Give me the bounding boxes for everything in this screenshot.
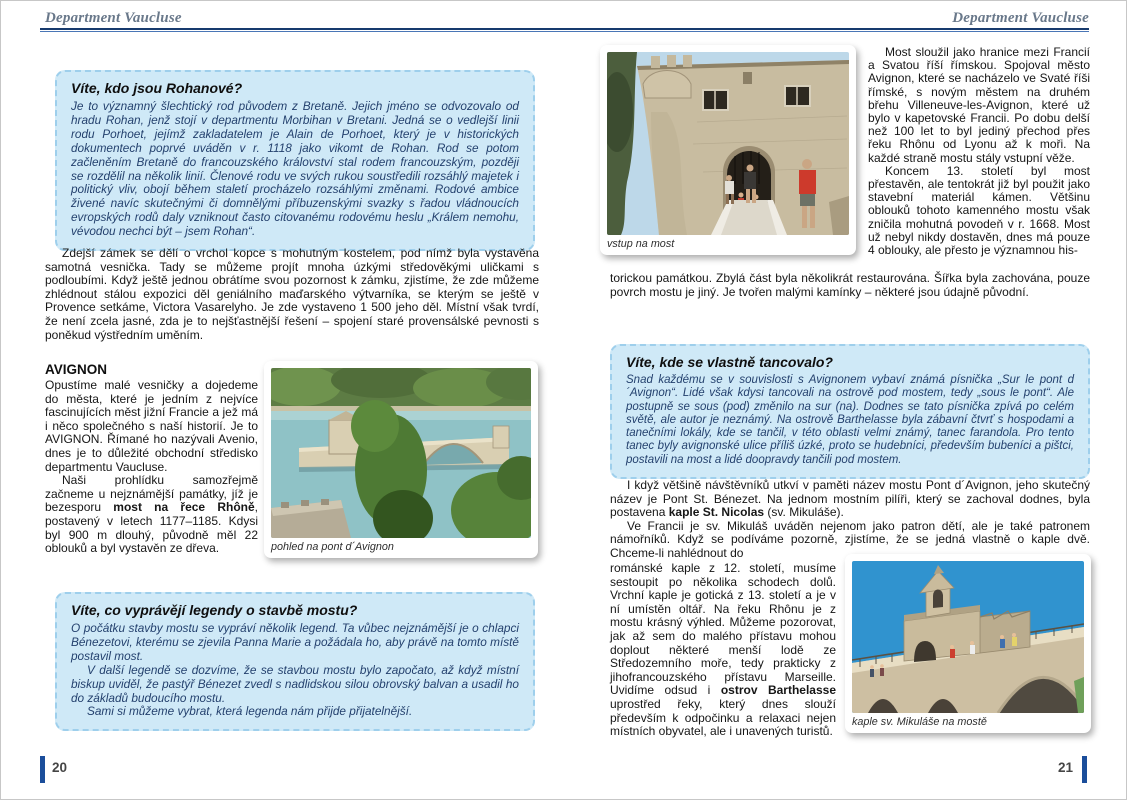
paragraph-text: Most sloužil jako hranice mezi Francií a Svatou říší římskou. Spojoval město Avignon, které se nacházelo ve Svaté říši římské, s novým městem na druhém břehu Villeneuve-les-Avignon, které už bylo v kapetovské Francii. Po dobu delší než 100 let to byl jediný přechod přes řeku Rhônu od Lyonu až k moři. Na každé straně mostu stály vstupní věže.	[868, 45, 1090, 165]
photo-bridge-gate	[600, 45, 856, 255]
photo-caption: vstup na most	[607, 238, 675, 250]
bridge-gate-illustration	[607, 52, 849, 235]
paragraph-castle	[45, 247, 539, 342]
text-run: uprostřed řeky, který dnes slouží především k odpočinku a relaxaci nejen místních obyvatel, ale i unavených turistů.	[610, 696, 836, 739]
footer-accent-bar-left	[40, 756, 45, 783]
paragraph-bridge-name	[610, 479, 1090, 561]
running-head-left: Department Vaucluse	[45, 10, 182, 26]
paragraph-text: Zdejší zámek se dělí o vrchol kopce s mohutným kostelem, pod nímž byla vystavěna samotná vesnička. Tady se můžeme projít mnoha úzkými středověkými uličkami s podloubími. Když ještě jednou obrátíme svou pozornost k zámku, zjistíme, že zde můžeme zhlédnout stálou expozici děl geniálního maďarského výtvarníka, se kterým se ještě v Provence setkáme, Victora Vasarelyho. Je zde vystaveno 1 500 jeho děl. Místní však tvrdí, že není zcela jasné, zda je to nejšťastnější řešení – spojení staré provensálské pevnosti s poněkud výstředním uměním.	[45, 246, 539, 342]
infobox-body: Je to významný šlechtický rod původem z Bretaně. Jejich jméno se odvozovalo od hradu Rohan, jenž stojí v departmentu Morbihan v Bretani. Jedná se o vedlejší linii rodu Porhoet, jejímž zakladatelem je Alain de Porhoet, který je v historických dokumentech poprvé uváděn v r. 1118 jako vikomt de Rohan. Rod se potom začleněním Bretaně do francouzského království stal rodem francouzským, později se rozdělil na několik linií. Členové rodu ve svých rukou soustředili rozsáhlý majetek i politický vliv, obojí během staletí procházelo rozsáhlými změnami. Rodové ambice živené navíc skutečnými či domnělými příbuzenskými svazky s řadou vládnoucích evropských rodů daly vzniknout často citovanému rodovému heslu „Králem nemohu, vévodou nechci být – jsem Rohan“.	[71, 99, 519, 239]
chapel-illustration	[852, 561, 1084, 713]
infobox-title: Víte, co vyprávějí legendy o stavbě mostu?	[71, 602, 358, 618]
infobox-title: Víte, kde se vlastně tancovalo?	[626, 354, 833, 370]
section-heading-avignon: AVIGNON	[45, 362, 108, 377]
paragraph-text	[610, 562, 836, 739]
paragraph-continuation	[610, 272, 1090, 299]
text-run: (sv. Mikuláše).	[764, 505, 844, 520]
text-run: I když většině návštěvníků utkví v paměti název mostu Pont d´Avignon, jeho skutečný název je Pont St. Bénezet. Na jednom mostním pilíři, který se zachoval dodnes, byla postavena	[610, 478, 1090, 520]
page-number-left: 20	[52, 760, 68, 775]
pont-avignon-illustration	[271, 368, 531, 538]
bold-phrase-rhone-bridge: most na řece Rhôně	[113, 500, 255, 515]
infobox-body: V další legendě se dozvíme, že se stavbou mostu bylo započato, až když místní biskup uviděl, že pastýř Bénezet zvedl s nadlidskou silou obrovský balvan a usadil ho do základů budoucího mostu.	[71, 662, 519, 705]
infobox-body: Snad každému se v souvislosti s Avignonem vybaví známá písnička „Sur le pont d´Avignon“. Lidé však kdysi tancovali na ostrově pod mostem, tedy „sous le pont“. Ale postupně se sous (pod) změnilo na sur (na). Dodnes se tato písnička zpívá po celém světě, ale autor je neznámý. Na ostrově Barthelasse byla zábavní čtvrť s hospodami a tanečními lokály, kde se tančil, v této oblasti velmi známý, tanec farandola. Pro tento tanec byly avignonské ulice příliš úzké, proto se hudebníci, především bubeníci a pištci, postavili na most a lidé doopravdy tančili pod mostem.	[626, 374, 1074, 466]
top-right-column	[868, 46, 1090, 257]
header-rule	[40, 28, 1089, 32]
running-head-right: Department Vaucluse	[952, 10, 1089, 26]
infobox-dance	[610, 344, 1090, 479]
infobox-legends	[55, 592, 535, 731]
paragraph-text	[610, 479, 1090, 520]
photo-caption: pohled na pont d´Avignon	[271, 541, 394, 553]
photo-chapel	[845, 554, 1091, 733]
paragraph-text: Ve Francii je sv. Mikuláš uváděn nejenom jako patron dětí, ale je také patronem námořníků. Když se podíváme pozorně, zjistíme, že se jedná vlastně o kaple dvě. Chceme-li nahlédnout do	[610, 518, 1090, 560]
infobox-body: Sami si můžeme vybrat, která legenda nám přijde přijatelnější.	[87, 704, 413, 719]
avignon-column	[45, 379, 258, 556]
paragraph-text: torickou památkou. Zbylá část byla několikrát restaurována. Šířka byla zachována, pouze povrch mostu je jiný. Je tvořen malými kamínky – některé jsou údajně původní.	[610, 271, 1090, 299]
bold-phrase-barthelasse: ostrov Barthelasse	[720, 683, 837, 698]
photo-pont-avignon	[264, 361, 538, 558]
infobox-rohan	[55, 70, 535, 251]
bottom-left-column	[610, 562, 836, 739]
paragraph-text	[45, 474, 258, 556]
paragraph-text: Opustíme malé vesničky a dojedeme do města, které je jedním z nejvíce fascinujících měst jižní Francie a jež má i něco společného s naší historií. Je to AVIGNON. Římané ho nazývali Avenio, dnes je to důležité obchodní středisko departmentu Vaucluse.	[45, 378, 258, 474]
footer-accent-bar-right	[1082, 756, 1087, 783]
photo-caption: kaple sv. Mikuláše na mostě	[852, 716, 987, 728]
bold-phrase-chapel: kaple St. Nicolas	[668, 505, 765, 520]
paragraph-text: Koncem 13. století byl most přestavěn, ale tentokrát již byl použit jako stavební materiál kámen. Většinu oblouků tohoto kamenného mostu však zničila mohutná povodeň v r. 1668. Most už nebyl nikdy dostavěn, dnes má pouze 4 oblouky, ale přesto je významnou his-	[868, 163, 1090, 258]
infobox-body: O počátku stavby mostu se vypráví několik legend. Ta vůbec nejznámější je o chlapci Bénezetovi, kterému se zjevila Panna Marie a požádala ho, aby právě na tomto místě postavil most.	[71, 621, 519, 663]
infobox-title: Víte, kdo jsou Rohanové?	[71, 80, 243, 96]
text-run: románské kaple z 12. století, musíme sestoupit po několika schodech dolů. Vrchní kaple je gotická z 13. století a je v ní umístěn oltář. Na řeku Rhônu je z mostu krásný výhled. Můžeme pozorovat, jak až sem do malého přístavu mohou doplout některé menší lodě ze Středozemního moře, tedy prakticky z jihofrancouzského přístavu Marseille. Uvidíme odsud i	[610, 561, 836, 698]
text-run: , postavený v letech 1177–1185. Kdysi byl 900 m dlouhý, původně měl 22 oblouků a byl vystavěn ze dřeva.	[45, 500, 259, 556]
page-number-right: 21	[1058, 760, 1074, 775]
text-run: Naši prohlídku samozřejmě začneme u nejznámější památky, jíž je bezesporu	[45, 473, 258, 515]
